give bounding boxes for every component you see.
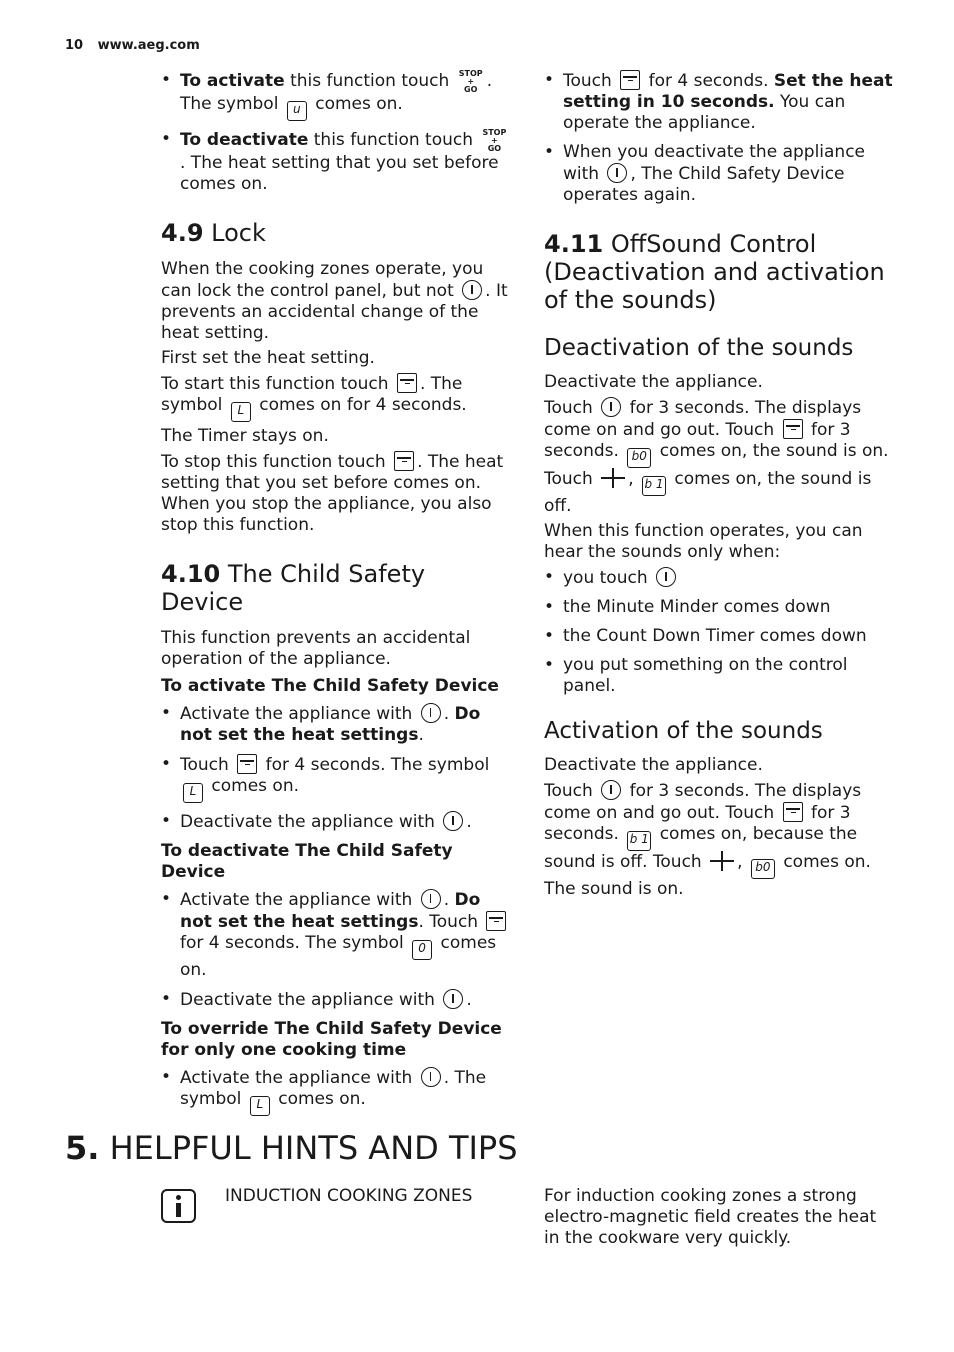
b1-symbol-icon: b 1 <box>642 476 666 496</box>
power-icon <box>421 889 441 909</box>
list-item: • Activate the appliance with . Do not set the heat settings. <box>161 703 513 746</box>
header-url: www.aeg.com <box>97 38 200 53</box>
lock-icon <box>783 802 803 822</box>
b0-symbol-icon: b0 <box>751 859 775 879</box>
paragraph: Touch for 3 seconds. The displays come on and go out. Touch for 3 seconds. b 1 comes on, because the sound is off. Touch , b0 comes on. The sound is on. <box>544 781 871 899</box>
paragraph: This function prevents an accidental operation of the appliance. <box>161 628 471 669</box>
sounds-list <box>544 567 896 697</box>
lock-icon <box>237 754 257 774</box>
induction-label: INDUCTION COOKING ZONES <box>225 1186 473 1206</box>
activate-list <box>161 703 513 833</box>
list-item: • Deactivate the appliance with . <box>161 811 513 833</box>
list-item: • Activate the appliance with . Do not set the heat settings. Touch for 4 seconds. The symbol 0 comes on. <box>161 889 513 981</box>
list-item: • Activate the appliance with . The symbol L comes on. <box>161 1067 513 1116</box>
left-column <box>161 70 513 1124</box>
list-item: • To deactivate this function touch STOP + GO. The heat setting that you set before comes on. <box>161 129 513 195</box>
activation-heading: Activation of the sounds <box>544 718 823 744</box>
lock-icon <box>486 911 506 931</box>
paragraph: The Timer stays on. <box>161 426 329 446</box>
b0-symbol-icon: b0 <box>627 448 651 468</box>
list-item: • Touch for 4 seconds. The symbol L comes on. <box>161 754 513 803</box>
power-icon <box>656 567 676 587</box>
power-icon <box>421 703 441 723</box>
intro-list <box>161 70 513 195</box>
right-column <box>544 70 896 904</box>
deactivate-list <box>161 889 513 1011</box>
list-item: • you touch <box>544 567 896 589</box>
b1-symbol-icon: b 1 <box>627 831 651 851</box>
lock-icon <box>394 451 414 471</box>
stop-go-icon: STOP + GO <box>482 128 507 153</box>
paragraph: When this function operates, you can hear the sounds only when: <box>544 521 863 562</box>
power-icon <box>421 1067 441 1087</box>
paragraph: To stop this function touch . The heat setting that you set before comes on. When you stop the appliance, you also stop this function. <box>161 452 504 535</box>
list-item: • the Count Down Timer comes down <box>544 626 896 647</box>
list-item: • To activate this function touch STOP + GO . The symbol u comes on. <box>161 70 513 121</box>
page-number: 10 <box>65 38 84 53</box>
L-symbol-icon: L <box>183 783 203 803</box>
power-icon <box>601 397 621 417</box>
top-list <box>544 70 896 206</box>
section-4-10-heading: 4.10 The Child Safety Device <box>161 560 426 616</box>
paragraph: When the cooking zones operate, you can lock the control panel, but not . It prevents an accidental change of the heat setting. <box>161 259 508 343</box>
power-icon <box>462 280 482 300</box>
subheading: To deactivate The Child Safety Device <box>161 841 453 882</box>
power-icon <box>443 811 463 831</box>
paragraph: First set the heat setting. <box>161 348 375 368</box>
page-header <box>65 38 200 53</box>
list-item: • you put something on the control panel. <box>544 655 896 697</box>
list-item: • Touch for 4 seconds. Set the heat setting in 10 seconds. You can operate the appliance. <box>544 70 896 134</box>
power-icon <box>443 989 463 1009</box>
plus-icon <box>601 468 625 488</box>
subheading: To override The Child Safety Device for only one cooking time <box>161 1019 502 1060</box>
section-4-11-heading: 4.11 OffSound Control (Deactivation and activation of the sounds) <box>544 230 885 314</box>
section-4-9-heading: 4.9 Lock <box>161 219 266 247</box>
paragraph: Deactivate the appliance. <box>544 755 763 775</box>
list-item: • When you deactivate the appliance with , The Child Safety Device operates again. <box>544 142 896 206</box>
lock-icon <box>783 419 803 439</box>
lock-icon <box>620 70 640 90</box>
subheading: To activate The Child Safety Device <box>161 676 499 696</box>
override-list <box>161 1067 513 1116</box>
paragraph: To start this function touch . The symbol L comes on for 4 seconds. <box>161 373 513 422</box>
L-symbol-icon: L <box>250 1096 270 1116</box>
info-icon <box>161 1189 196 1223</box>
stop-go-icon: STOP + GO <box>458 69 483 94</box>
power-icon <box>601 780 621 800</box>
list-item: • Deactivate the appliance with . <box>161 989 513 1011</box>
u-symbol-icon: u <box>287 101 307 121</box>
induction-text: For induction cooking zones a strong electro-magnetic field creates the heat in the cookware very quickly. <box>544 1186 877 1248</box>
lock-icon <box>397 373 417 393</box>
paragraph: Deactivate the appliance. <box>544 372 763 392</box>
deactivation-heading: Deactivation of the sounds <box>544 335 854 361</box>
plus-icon <box>710 851 734 871</box>
list-item: • the Minute Minder comes down <box>544 597 896 618</box>
L-symbol-icon: L <box>231 402 251 422</box>
paragraph: Touch for 3 seconds. The displays come on and go out. Touch for 3 seconds. b0 comes on, the sound is on. Touch , b 1 comes on, the sound is off. <box>544 398 889 516</box>
power-icon <box>607 163 627 183</box>
zero-symbol-icon: 0 <box>412 940 432 960</box>
section-5-heading: 5. HELPFUL HINTS AND TIPS <box>65 1129 518 1167</box>
